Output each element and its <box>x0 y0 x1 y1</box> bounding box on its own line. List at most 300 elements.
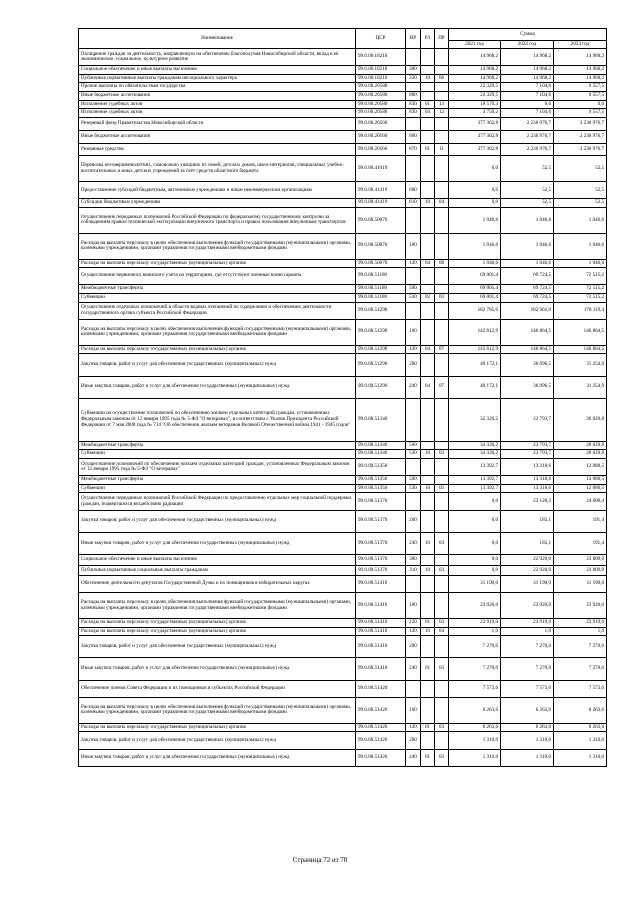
row-sum-2023: 7 270,0 <box>554 636 607 658</box>
row-sum-2022: 7 104,6 <box>501 83 554 92</box>
row-sum-2022: 36 096,5 <box>501 376 554 398</box>
row-sum-2023: 9 557,5 <box>554 91 607 100</box>
row-sum-2023: 146 864,5 <box>554 319 607 345</box>
row-sum-2023: 12 080,5 <box>554 476 607 485</box>
row-name: Публичные нормативные выплаты гражданам несоциального характера <box>79 74 356 83</box>
row-vr <box>406 398 421 441</box>
row-rz <box>421 510 435 532</box>
row-csr: 99.0.00.51370 <box>356 493 406 510</box>
row-vr: 500 <box>406 476 421 485</box>
row-sum-2023: 178 119,4 <box>554 302 607 319</box>
row-name: Поощрение граждан за деятельность, направленную на обеспечение благополучия Новосибирской области, вклад в её экономическое, социальное, культурное развитие <box>79 49 356 66</box>
row-vr: 310 <box>406 565 421 575</box>
row-rz: 10 <box>421 74 435 83</box>
row-sum-2022: 69 724,5 <box>501 268 554 285</box>
row-sum-2021: 0,0 <box>449 555 501 565</box>
row-pr <box>435 354 449 376</box>
budget-table <box>78 28 607 767</box>
table-row <box>79 156 607 182</box>
row-sum-2023: 12 080,5 <box>554 484 607 493</box>
row-vr: 610 <box>406 199 421 208</box>
row-pr <box>435 285 449 294</box>
table-row <box>79 398 607 441</box>
row-rz: 04 <box>421 345 435 354</box>
row-csr: 99.0.00.51290 <box>356 354 406 376</box>
row-sum-2021: 18 570,3 <box>449 100 501 109</box>
row-name: Обеспечение членов Совета Федерации и их помощников в субъектах Российской Федерации <box>79 680 356 697</box>
row-name: Расходы на выплаты персоналу государственных (муниципальных) органов <box>79 345 356 354</box>
row-sum-2022: 23 793,7 <box>501 398 554 441</box>
row-name: Расходы на выплаты персоналу государственных (муниципальных) органов <box>79 627 356 636</box>
row-rz <box>421 680 435 697</box>
row-sum-2023: 146 864,5 <box>554 345 607 354</box>
row-sum-2022: 23 920,0 <box>501 593 554 619</box>
header-rz: РЗ <box>421 29 435 49</box>
row-csr: 99.0.00.51350 <box>356 459 406 476</box>
table-row <box>79 575 607 592</box>
row-vr: 600 <box>406 182 421 199</box>
row-sum-2023: 2 236 976,7 <box>554 143 607 156</box>
row-sum-2021: 69 001,4 <box>449 293 501 302</box>
row-rz <box>421 555 435 565</box>
table-row <box>79 680 607 697</box>
table-row <box>79 441 607 450</box>
row-sum-2021: 23 919,0 <box>449 618 501 627</box>
row-sum-2023: 0,0 <box>554 100 607 109</box>
table-row <box>79 484 607 493</box>
row-name: Иные бюджетные ассигнования <box>79 130 356 143</box>
row-name: Иные закупки товаров, работ и услуг для обеспечения государственных (муниципальных) нужд <box>79 658 356 680</box>
row-rz: 10 <box>421 565 435 575</box>
table-row <box>79 627 607 636</box>
row-csr: 99.0.00.51420 <box>356 698 406 724</box>
row-pr <box>435 636 449 658</box>
row-sum-2022: 23 793,7 <box>501 441 554 450</box>
table-row <box>79 285 607 294</box>
header-sum: Сумма <box>449 29 607 41</box>
row-rz: 10 <box>421 532 435 554</box>
row-sum-2023: 1 310,0 <box>554 749 607 766</box>
row-vr: 100 <box>406 698 421 724</box>
row-rz <box>421 268 435 285</box>
table-row <box>79 143 607 156</box>
row-sum-2022: 2 236 976,7 <box>501 117 554 130</box>
row-rz: 04 <box>421 376 435 398</box>
row-rz <box>421 91 435 100</box>
row-sum-2021: 1 046,6 <box>449 208 501 234</box>
row-sum-2021: 142 612,9 <box>449 319 501 345</box>
row-sum-2023: 20 020,8 <box>554 441 607 450</box>
row-sum-2021: 0,0 <box>449 156 501 182</box>
row-csr: 99.0.00.51350 <box>356 476 406 485</box>
row-vr <box>406 208 421 234</box>
row-sum-2021: 14 968,2 <box>449 66 501 75</box>
row-csr: 99.0.00.51350 <box>356 484 406 493</box>
row-vr: 800 <box>406 130 421 143</box>
row-sum-2022: 185,1 <box>501 510 554 532</box>
table-row <box>79 749 607 766</box>
row-sum-2022: 7 104,6 <box>501 91 554 100</box>
row-sum-2022: 7 270,0 <box>501 636 554 658</box>
row-pr: 03 <box>435 749 449 766</box>
row-vr: 800 <box>406 91 421 100</box>
row-pr: 03 <box>435 658 449 680</box>
row-sum-2023: 9 557,5 <box>554 109 607 118</box>
row-pr <box>435 156 449 182</box>
row-rz <box>421 83 435 92</box>
row-csr: 99.0.00.20580 <box>356 91 406 100</box>
row-vr <box>406 268 421 285</box>
row-rz <box>421 398 435 441</box>
row-sum-2023: 23 809,0 <box>554 565 607 575</box>
row-rz <box>421 732 435 749</box>
row-vr: 240 <box>406 658 421 680</box>
row-sum-2022: 22 920,0 <box>501 555 554 565</box>
row-rz <box>421 319 435 345</box>
row-sum-2022: 185,1 <box>501 532 554 554</box>
row-pr: 07 <box>435 376 449 398</box>
row-pr <box>435 476 449 485</box>
row-csr: 99.0.00.50670 <box>356 233 406 259</box>
table-row <box>79 493 607 510</box>
row-sum-2021: 0,0 <box>449 510 501 532</box>
row-sum-2023: 72 515,2 <box>554 285 607 294</box>
row-vr <box>406 302 421 319</box>
row-pr <box>435 555 449 565</box>
row-pr <box>435 680 449 697</box>
row-sum-2022: 52,5 <box>501 156 554 182</box>
row-pr <box>435 319 449 345</box>
row-sum-2021: 40 172,1 <box>449 376 501 398</box>
row-rz <box>421 459 435 476</box>
row-pr <box>435 49 449 66</box>
row-sum-2022: 13 318,6 <box>501 476 554 485</box>
row-sum-2021: 182 785,0 <box>449 302 501 319</box>
row-csr: 99.0.00.20580 <box>356 109 406 118</box>
row-sum-2022: 22 920,0 <box>501 565 554 575</box>
row-sum-2023: 52,5 <box>554 182 607 199</box>
row-pr <box>435 441 449 450</box>
row-sum-2023: 23 809,0 <box>554 555 607 565</box>
row-rz: 10 <box>421 199 435 208</box>
row-rz: 01 <box>421 658 435 680</box>
row-sum-2021: 13 392,7 <box>449 459 501 476</box>
row-sum-2022: 52,5 <box>501 199 554 208</box>
row-name: Расходы на выплаты персоналу государственных (муниципальных) органов <box>79 723 356 732</box>
table-row <box>79 208 607 234</box>
row-csr: 99.0.00.51180 <box>356 285 406 294</box>
row-pr: 03 <box>435 293 449 302</box>
row-name: Расходы на выплаты персоналу государственных (муниципальных) органов <box>79 259 356 268</box>
row-sum-2023: 14 968,2 <box>554 74 607 83</box>
row-vr <box>406 156 421 182</box>
row-pr: 03 <box>435 484 449 493</box>
row-pr: 08 <box>435 259 449 268</box>
row-name: Межбюджетные трансферты <box>79 285 356 294</box>
row-pr <box>435 268 449 285</box>
row-sum-2022: 69 724,5 <box>501 285 554 294</box>
row-vr: 530 <box>406 484 421 493</box>
row-name: Исполнение судебных актов <box>79 109 356 118</box>
row-pr: 04 <box>435 199 449 208</box>
table-row <box>79 83 607 92</box>
row-rz: 01 <box>421 723 435 732</box>
row-vr <box>406 459 421 476</box>
header-year-2021: 2021 год <box>449 41 501 49</box>
table-row <box>79 74 607 83</box>
row-pr <box>435 575 449 592</box>
table-row <box>79 91 607 100</box>
table-row <box>79 636 607 658</box>
row-sum-2022: 31 190,0 <box>501 575 554 592</box>
row-rz <box>421 49 435 66</box>
row-sum-2023: 72 515,2 <box>554 293 607 302</box>
row-vr <box>406 83 421 92</box>
row-sum-2023: 1 046,6 <box>554 208 607 234</box>
row-name: Субвенции <box>79 293 356 302</box>
row-vr: 240 <box>406 376 421 398</box>
row-csr: 99.0.00.50670 <box>356 208 406 234</box>
row-name: Расходы на выплаты персоналу в целях обеспечения выполнения функций государственными (муниципальными) органами, казенными учреждениями, органами управления государственными внебюджетными фондами <box>79 233 356 259</box>
table-row <box>79 109 607 118</box>
row-name: Обеспечение деятельности депутатов Государственной Думы и их помощников в избирательных округах <box>79 575 356 592</box>
row-sum-2023: 6 263,6 <box>554 723 607 732</box>
row-name: Иные закупки товаров, работ и услуг для обеспечения государственных (муниципальных) нужд <box>79 749 356 766</box>
row-pr <box>435 698 449 724</box>
row-rz <box>421 182 435 199</box>
row-name: Прочие выплаты по обязательствам государства <box>79 83 356 92</box>
table-row <box>79 130 607 143</box>
row-pr: 03 <box>435 723 449 732</box>
table-row <box>79 510 607 532</box>
row-name: Закупка товаров, работ и услуг для обеспечения государственных (муниципальных) нужд <box>79 732 356 749</box>
row-sum-2022: 23 919,0 <box>501 618 554 627</box>
row-sum-2021: 14 968,2 <box>449 74 501 83</box>
table-row <box>79 100 607 109</box>
row-name: Предоставление субсидий бюджетным, автономным учреждениям и иным некоммерческим организациям <box>79 182 356 199</box>
table-row <box>79 450 607 459</box>
row-csr: 99.0.00.51370 <box>356 565 406 575</box>
row-sum-2023: 2 236 976,7 <box>554 130 607 143</box>
row-sum-2022: 1 310,0 <box>501 732 554 749</box>
row-name: Расходы на выплаты персоналу в целях обеспечения выполнения функций государственными (муниципальными) органами, казенными учреждениями, органами управления государственными внебюджетными фондами <box>79 698 356 724</box>
row-sum-2021: 32 326,2 <box>449 441 501 450</box>
row-rz: 01 <box>421 100 435 109</box>
row-rz <box>421 117 435 130</box>
table-row <box>79 354 607 376</box>
row-rz <box>421 441 435 450</box>
row-sum-2023: 191,4 <box>554 510 607 532</box>
row-rz <box>421 208 435 234</box>
row-sum-2021: 0,0 <box>449 199 501 208</box>
row-pr <box>435 493 449 510</box>
row-vr: 300 <box>406 555 421 565</box>
row-rz <box>421 636 435 658</box>
row-csr: 99.0.00.18210 <box>356 74 406 83</box>
row-csr: 99.0.00.51370 <box>356 532 406 554</box>
page-number: Страница 72 из 78 <box>292 856 348 864</box>
row-vr: 100 <box>406 593 421 619</box>
header-year-2023: 2023 год <box>554 41 607 49</box>
row-vr: 200 <box>406 510 421 532</box>
row-rz: 01 <box>421 749 435 766</box>
row-rz <box>421 130 435 143</box>
row-sum-2022: 0,0 <box>501 100 554 109</box>
row-csr: 99.0.00.51290 <box>356 319 406 345</box>
row-csr: 99.0.00.51410 <box>356 593 406 619</box>
row-sum-2021: 142 612,9 <box>449 345 501 354</box>
header-pr: ПР <box>435 29 449 49</box>
row-vr <box>406 49 421 66</box>
row-rz <box>421 285 435 294</box>
row-vr: 240 <box>406 532 421 554</box>
row-name: Субвенции <box>79 450 356 459</box>
row-sum-2021: 7 270,0 <box>449 636 501 658</box>
table-row <box>79 293 607 302</box>
row-pr: 03 <box>435 565 449 575</box>
row-rz: 04 <box>421 259 435 268</box>
row-sum-2021: 0,0 <box>449 532 501 554</box>
row-sum-2021: 31 190,0 <box>449 575 501 592</box>
row-vr: 300 <box>406 66 421 75</box>
row-sum-2022: 146 864,5 <box>501 319 554 345</box>
row-csr: 99.0.00.51420 <box>356 723 406 732</box>
row-csr: 99.0.00.51180 <box>356 268 406 285</box>
row-rz <box>421 302 435 319</box>
row-sum-2022: 23 793,7 <box>501 450 554 459</box>
row-sum-2021: 0,0 <box>449 182 501 199</box>
row-sum-2021: 40 172,1 <box>449 354 501 376</box>
row-vr <box>406 575 421 592</box>
row-csr: 99.0.00.20580 <box>356 83 406 92</box>
table-row <box>79 268 607 285</box>
row-sum-2023: 7 270,0 <box>554 658 607 680</box>
row-sum-2023: 1 046,6 <box>554 259 607 268</box>
row-sum-2023: 1,0 <box>554 627 607 636</box>
row-csr: 99.0.00.20580 <box>356 100 406 109</box>
row-csr: 99.0.00.51410 <box>356 575 406 592</box>
row-rz <box>421 476 435 485</box>
row-vr: 120 <box>406 618 421 627</box>
row-sum-2023: 52,5 <box>554 199 607 208</box>
row-rz <box>421 66 435 75</box>
row-sum-2022: 1 310,0 <box>501 749 554 766</box>
row-sum-2021: 0,0 <box>449 565 501 575</box>
table-row <box>79 555 607 565</box>
row-name: Расходы на выплаты персоналу в целях обеспечения выполнения функций государственными (муниципальными) органами, казенными учреждениями, органами управления государственными внебюджетными фондами <box>79 593 356 619</box>
row-pr <box>435 510 449 532</box>
row-pr <box>435 732 449 749</box>
row-vr: 100 <box>406 233 421 259</box>
row-csr: 99.0.00.41419 <box>356 199 406 208</box>
row-rz: 04 <box>421 109 435 118</box>
table-row <box>79 302 607 319</box>
row-sum-2023: 191,4 <box>554 532 607 554</box>
row-sum-2023: 20 020,8 <box>554 398 607 441</box>
row-sum-2023: 6 263,6 <box>554 698 607 724</box>
row-sum-2021: 22 329,5 <box>449 83 501 92</box>
row-sum-2023: 12 080,5 <box>554 459 607 476</box>
row-sum-2022: 146 864,5 <box>501 345 554 354</box>
table-row <box>79 182 607 199</box>
row-vr: 330 <box>406 74 421 83</box>
row-name: Межбюджетные трансферты <box>79 441 356 450</box>
row-sum-2023: 23 919,0 <box>554 618 607 627</box>
row-rz <box>421 156 435 182</box>
row-rz <box>421 698 435 724</box>
row-rz <box>421 354 435 376</box>
row-name: Субвенции <box>79 484 356 493</box>
row-pr: 03 <box>435 450 449 459</box>
row-sum-2021: 7 573,6 <box>449 680 501 697</box>
row-name: Осуществление переданных полномочий Российской Федерации по федеральному государственному контролю за соблюдением правил технической эксплуатации внеуличного транспорта и правил пользования внеуличным транспортом <box>79 208 356 234</box>
row-name: Социальное обеспечение и иные выплаты населению <box>79 66 356 75</box>
row-pr <box>435 208 449 234</box>
row-name: Межбюджетные трансферты <box>79 476 356 485</box>
row-vr: 500 <box>406 441 421 450</box>
row-sum-2023: 7 573,6 <box>554 680 607 697</box>
row-sum-2022: 52,5 <box>501 182 554 199</box>
row-csr: 99.0.00.20560 <box>356 130 406 143</box>
row-vr: 120 <box>406 259 421 268</box>
row-csr: 99.0.00.51290 <box>356 345 406 354</box>
table-row <box>79 658 607 680</box>
table-row <box>79 376 607 398</box>
row-csr: 99.0.00.51340 <box>356 441 406 450</box>
row-pr: 07 <box>435 345 449 354</box>
row-pr: 11 <box>435 143 449 156</box>
row-rz: 01 <box>421 618 435 627</box>
row-sum-2021: 32 326,2 <box>449 450 501 459</box>
row-sum-2022: 7 270,0 <box>501 658 554 680</box>
row-pr: 06 <box>435 74 449 83</box>
row-csr: 99.0.00.51420 <box>356 680 406 697</box>
row-sum-2022: 1 046,6 <box>501 208 554 234</box>
row-pr <box>435 459 449 476</box>
table-row <box>79 233 607 259</box>
row-csr: 99.0.00.51420 <box>356 732 406 749</box>
row-rz <box>421 575 435 592</box>
row-sum-2021: 69 001,4 <box>449 285 501 294</box>
row-name: Иные закупки товаров, работ и услуг для обеспечения государственных (муниципальных) нужд <box>79 532 356 554</box>
row-vr: 530 <box>406 450 421 459</box>
row-sum-2021: 1 310,0 <box>449 732 501 749</box>
row-pr <box>435 398 449 441</box>
row-vr: 120 <box>406 723 421 732</box>
row-sum-2022: 1,0 <box>501 627 554 636</box>
row-vr: 240 <box>406 749 421 766</box>
row-sum-2023: 14 968,2 <box>554 49 607 66</box>
row-sum-2021: 6 263,6 <box>449 723 501 732</box>
header-year-2022: 2022 год <box>501 41 554 49</box>
row-rz: 10 <box>421 484 435 493</box>
row-vr: 120 <box>406 627 421 636</box>
row-name: Осуществление переданных полномочий Российской Федерации по предоставлению отдельных мер социальной поддержки граждан, подвергшихся воздействию радиации <box>79 493 356 510</box>
row-sum-2021: 69 001,4 <box>449 268 501 285</box>
document-page <box>78 28 606 767</box>
row-sum-2021: 1 310,0 <box>449 749 501 766</box>
row-vr: 500 <box>406 285 421 294</box>
row-sum-2023: 31 254,9 <box>554 354 607 376</box>
row-pr <box>435 233 449 259</box>
row-sum-2022: 14 968,2 <box>501 49 554 66</box>
row-name: Субсидии бюджетным учреждениям <box>79 199 356 208</box>
row-vr: 830 <box>406 109 421 118</box>
row-sum-2023: 20 020,8 <box>554 450 607 459</box>
row-sum-2022: 23 128,3 <box>501 493 554 510</box>
row-csr: 99.0.00.41419 <box>356 182 406 199</box>
row-csr: 99.0.00.18210 <box>356 49 406 66</box>
